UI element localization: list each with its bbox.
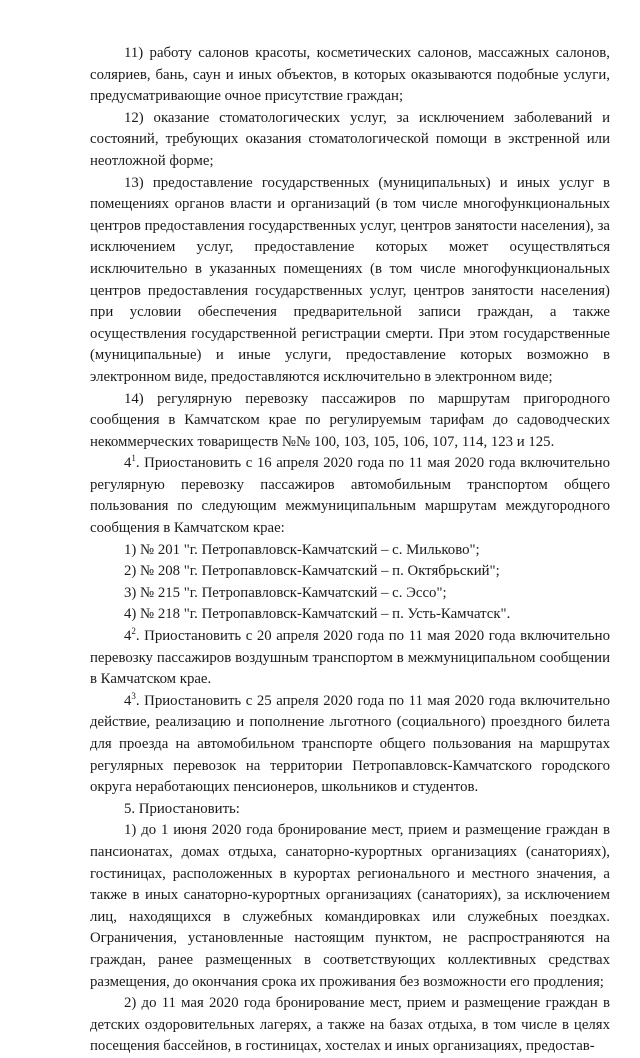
route-item-215: 3) № 215 "г. Петропавловск-Камчатский – с. Эссо";: [124, 584, 447, 601]
section-4-1-superscript: 1: [131, 453, 136, 464]
section-4-2-number: 4: [124, 628, 132, 645]
section-4-3-paragraph: [90, 691, 610, 799]
section-4-3-superscript: 3: [131, 690, 136, 701]
route-item-208: 2) № 208 "г. Петропавловск-Камчатский – п. Октябрьский";: [124, 563, 500, 580]
section-5-heading: 5. Приостановить:: [124, 800, 240, 817]
route-item-201: 1) № 201 "г. Петропавловск-Камчатский – с. Мильково";: [124, 541, 480, 558]
paragraph-item-11: 11) работу салонов красоты, косметических салонов, массажных салонов, соляриев, бань, саун и иных объектов, в которых оказываются подобные услуги, предусматривающие очное присутствие граждан;: [90, 45, 610, 105]
section-4-3-text: . Приостановить с 25 апреля 2020 года по 11 мая 2020 года включительно действие, реализацию и пополнение льготного (социального) проездного билета для проезда на автомобильном транспорте общего пользования на маршрутах регулярных перевозок на территории Петропавловск-Камчатского городского округа неработающих пенсионеров, школьников и студентов.: [90, 692, 610, 796]
route-item-218: 4) № 218 "г. Петропавловск-Камчатский – п. Усть-Камчатск".: [124, 606, 511, 623]
section-4-2-superscript: 2: [131, 626, 136, 637]
section-4-1-number: 4: [124, 455, 132, 472]
paragraph-item-12: 12) оказание стоматологических услуг, за исключением заболеваний и состояний, требующих оказания стоматологической помощи в экстренной или неотложной форме;: [90, 109, 610, 169]
section-4-1-text: . Приостановить с 16 апреля 2020 года по 11 мая 2020 года включительно регулярную перевозку пассажиров автомобильным транспортом общего пользования по следующим межмуниципальным маршрутам междугородного сообщения в Камчатском крае:: [90, 455, 610, 537]
paragraph-item-14: 14) регулярную перевозку пассажиров по маршрутам пригородного сообщения в Камчатском крае по регулируемым тарифам до садоводческих некоммерческих товариществ №№ 100, 103, 105, 106, 107, 114, 123 и 125.: [90, 390, 610, 450]
section-4-1-paragraph: [90, 453, 610, 539]
section-4-2-paragraph: [90, 626, 610, 691]
section-4-3-number: 4: [124, 692, 132, 709]
section-4-2-text: . Приостановить с 20 апреля 2020 года по 11 мая 2020 года включительно перевозку пассажиров воздушным транспортом в межмуниципальном сообщении в Камчатском крае.: [90, 628, 610, 688]
section-5-item-2: 2) до 11 мая 2020 года бронирование мест, прием и размещение граждан в детских оздоровительных лагерях, а также на базах отдыха, в том числе в целях посещения бассейнов, в гостиницах, хостелах и иных организациях, предостав-: [90, 995, 610, 1055]
section-5-item-1: 1) до 1 июня 2020 года бронирование мест, прием и размещение граждан в пансионатах, домах отдыха, санаторно-курортных организациях (санаториях), гостиницах, расположенных в курортах регионального и местного значения, а также в иных санаторно-курортных организациях (санаториях), за исключением лиц, находящихся в служебных командировках или служебных поездках. Ограничения, установленные настоящим пунктом, не распространяются на граждан, ранее размещенных в соответствующих коллективных средствах размещения, до окончания срока их проживания без возможности его продления;: [90, 822, 610, 990]
paragraph-item-13: 13) предоставление государственных (муниципальных) и иных услуг в помещениях органов власти и организаций (в том числе многофункциональных центров предоставления государственных услуг, центров занятости населения), за исключением услуг, предоставление которых может осуществляться исключительно в указанных помещениях (в том числе многофункциональных центров предоставления государственных услуг, центров занятости населения) при условии обеспечения предварительной записи граждан, а также осуществления государственной регистрации смерти. При этом государственные (муниципальные) и иные услуги, предоставление которых возможно в электронном виде, предоставляются исключительно в электронном виде;: [90, 174, 610, 385]
